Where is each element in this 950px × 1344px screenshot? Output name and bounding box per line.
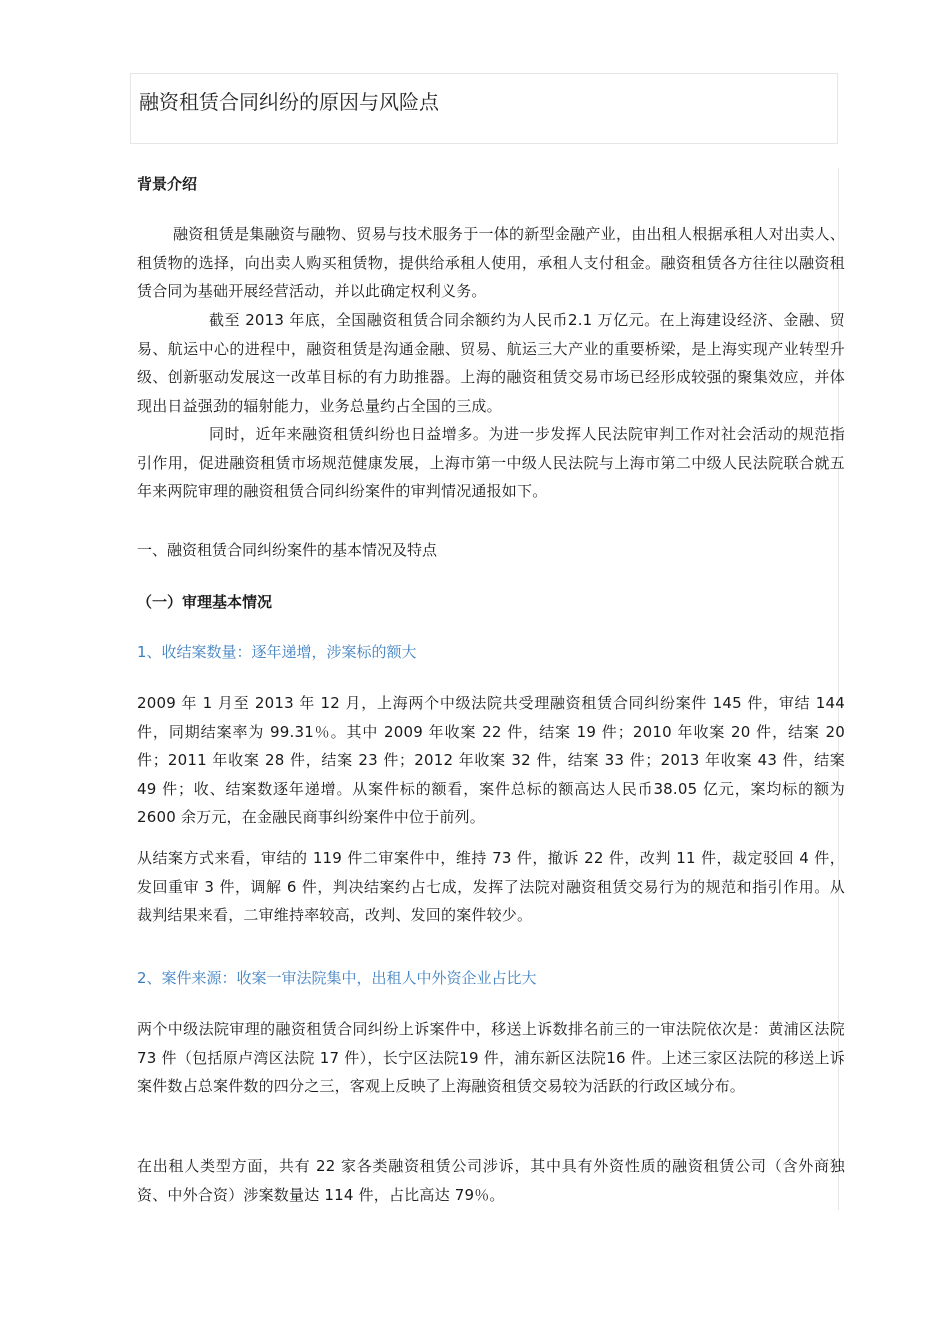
background-paragraph-3: 同时，近年来融资租赁纠纷也日益增多。为进一步发挥人民法院审判工作对社会活动的规范指引作用，促进融资租赁市场规范健康发展，上海市第一中级人民法院与上海市第二中级人民法院联合就五年来两院审理的融资租赁合同纠纷案件的审判情况通报如下。 (137, 425, 845, 500)
background-paragraph-1: 融资租赁是集融资与融物、贸易与技术服务于一体的新型金融产业，由出租人根据承租人对出卖人、租赁物的选择，向出卖人购买租赁物，提供给承租人使用，承租人支付租金。融资租赁各方往往以融资租赁合同为基础开展经营活动，并以此确定权利义务。 (137, 225, 845, 300)
subsection1-heading: （一）审理基本情况 (137, 593, 273, 611)
background-heading: 背景介绍 (137, 175, 198, 193)
page-title: 融资租赁合同纠纷的原因与风险点 (139, 90, 439, 114)
item2-heading: 2、案件来源：收案一审法院集中，出租人中外资企业占比大 (137, 969, 537, 987)
item1-heading: 1、收结案数量：逐年递增，涉案标的额大 (137, 643, 417, 661)
item2-paragraph-2: 在出租人类型方面，共有 22 家各类融资租赁公司涉诉，其中具有外资性质的融资租赁公司（含外商独资、中外合资）涉案数量达 114 件，占比高达 79％。 (137, 1157, 845, 1204)
background-paragraph-2: 截至 2013 年底，全国融资租赁合同余额约为人民币2.1 万亿元。在上海建设经济、金融、贸易、航运中心的进程中，融资租赁是沟通金融、贸易、航运三大产业的重要桥梁，是上海实现产业转型升级、创新驱动发展这一改革目标的有力助推器。上海的融资租赁交易市场已经形成较强的聚集效应，并体现出日益强劲的辐射能力，业务总量约占全国的三成。 (137, 311, 845, 415)
item2-paragraph-1: 两个中级法院审理的融资租赁合同纠纷上诉案件中，移送上诉数排名前三的一审法院依次是：黄浦区法院73 件（包括原卢湾区法院 17 件），长宁区法院19 件，浦东新区法院16 件。上述三家区法院的移送上诉案件数占总案件数的四分之三，客观上反映了上海融资租赁交易较为活跃的行政区域分布。 (137, 1020, 845, 1095)
item1-paragraph-1: 2009 年 1 月至 2013 年 12 月，上海两个中级法院共受理融资租赁合同纠纷案件 145 件，审结 144 件，同期结案率为 99.31％。其中 2009 年收案 22 件，结案 19 件；2010 年收案 20 件，结案 20 件；2011 年收案 28 件，结案 23 件；2012 年收案 32 件，结案 33 件；2013 年收案 43 件，结案 49 件；收、结案数逐年递增。从案件标的额看，案件总标的额高达人民币38.05 亿元，案均标的额为 2600 余万元，在金融民商事纠纷案件中位于前列。 (137, 694, 845, 826)
section1-heading: 一、融资租赁合同纠纷案件的基本情况及特点 (137, 541, 438, 559)
title-box (130, 73, 838, 144)
item1-paragraph-2: 从结案方式来看，审结的 119 件二审案件中，维持 73 件，撤诉 22 件，改判 11 件，裁定驳回 4 件，发回重审 3 件，调解 6 件，判决结案约占七成，发挥了法院对融资租赁交易行为的规范和指引作用。从裁判结果来看，二审维持率较高，改判、发回的案件较少。 (137, 849, 845, 924)
